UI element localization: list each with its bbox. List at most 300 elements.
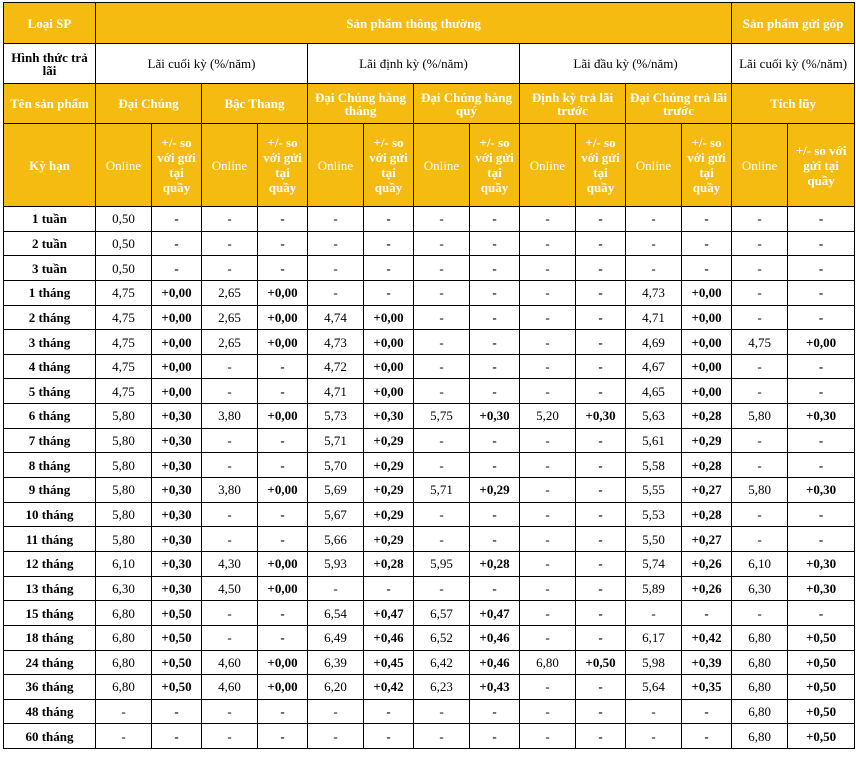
- rate-delta-cell: -: [576, 502, 626, 527]
- rate-delta-cell: +0,29: [364, 478, 414, 503]
- rate-delta-cell: +0,26: [682, 576, 732, 601]
- rate-delta-cell: +0,50: [576, 650, 626, 675]
- rate-online-cell: -: [96, 699, 152, 724]
- rate-delta-cell: -: [576, 207, 626, 232]
- rate-online-cell: -: [626, 699, 682, 724]
- rate-delta-cell: -: [364, 724, 414, 749]
- rate-delta-cell: +0,00: [788, 330, 855, 355]
- rate-delta-cell: -: [576, 354, 626, 379]
- rate-delta-cell: +0,00: [682, 354, 732, 379]
- subheader-online: Online: [96, 124, 152, 207]
- rate-delta-cell: -: [364, 576, 414, 601]
- rate-online-cell: 2,65: [202, 280, 258, 305]
- rate-delta-cell: -: [788, 280, 855, 305]
- rate-delta-cell: +0,28: [364, 551, 414, 576]
- rate-online-cell: 6,80: [96, 625, 152, 650]
- header-san-pham-gui-gop: Sản phẩm gửi góp: [732, 3, 855, 44]
- rate-delta-cell: -: [470, 231, 520, 256]
- header-lai-cuoi-ky: Lãi cuối kỳ (%/năm): [96, 44, 308, 84]
- rate-online-cell: 4,73: [308, 330, 364, 355]
- header-lai-dau-ky: Lãi đầu kỳ (%/năm): [520, 44, 732, 84]
- rate-delta-cell: +0,00: [364, 330, 414, 355]
- rate-online-cell: 4,71: [308, 379, 364, 404]
- table-row: [4, 675, 855, 700]
- rate-online-cell: 6,30: [732, 576, 788, 601]
- rate-delta-cell: +0,00: [682, 379, 732, 404]
- rate-online-cell: 5,69: [308, 478, 364, 503]
- rate-delta-cell: +0,30: [788, 551, 855, 576]
- term-cell: 1 tháng: [4, 280, 96, 305]
- rate-online-cell: 6,80: [96, 650, 152, 675]
- rate-delta-cell: -: [470, 305, 520, 330]
- subheader-online: Online: [626, 124, 682, 207]
- rate-delta-cell: +0,00: [258, 551, 308, 576]
- rate-delta-cell: +0,50: [152, 601, 202, 626]
- rate-online-cell: 6,30: [96, 576, 152, 601]
- rate-delta-cell: -: [576, 625, 626, 650]
- rate-delta-cell: -: [258, 502, 308, 527]
- rate-online-cell: 4,71: [626, 305, 682, 330]
- rate-delta-cell: +0,28: [682, 453, 732, 478]
- rate-delta-cell: -: [258, 207, 308, 232]
- subheader-delta: +/- so với gửi tại quầy: [470, 124, 520, 207]
- subheader-online: Online: [414, 124, 470, 207]
- rate-online-cell: -: [202, 502, 258, 527]
- rate-online-cell: -: [732, 379, 788, 404]
- rate-online-cell: 4,75: [96, 305, 152, 330]
- rate-delta-cell: +0,00: [258, 650, 308, 675]
- rate-delta-cell: -: [364, 699, 414, 724]
- rate-delta-cell: +0,30: [152, 551, 202, 576]
- rate-online-cell: 6,80: [732, 675, 788, 700]
- rate-online-cell: -: [626, 256, 682, 281]
- rate-online-cell: -: [414, 724, 470, 749]
- table-row: [4, 404, 855, 429]
- term-cell: 2 tuần: [4, 231, 96, 256]
- rate-online-cell: 5,20: [520, 404, 576, 429]
- rate-online-cell: 5,70: [308, 453, 364, 478]
- rate-delta-cell: +0,42: [364, 675, 414, 700]
- rate-delta-cell: -: [152, 256, 202, 281]
- rate-online-cell: -: [520, 724, 576, 749]
- rate-delta-cell: +0,50: [788, 699, 855, 724]
- rate-online-cell: -: [202, 724, 258, 749]
- rate-delta-cell: +0,29: [470, 478, 520, 503]
- rate-delta-cell: +0,27: [682, 478, 732, 503]
- rate-online-cell: 5,63: [626, 404, 682, 429]
- rate-delta-cell: +0,30: [788, 576, 855, 601]
- rate-online-cell: 3,80: [202, 404, 258, 429]
- rate-delta-cell: +0,29: [364, 453, 414, 478]
- rate-delta-cell: -: [576, 527, 626, 552]
- rate-online-cell: -: [732, 280, 788, 305]
- rate-delta-cell: +0,28: [470, 551, 520, 576]
- table-row: [4, 207, 855, 232]
- rate-delta-cell: -: [152, 724, 202, 749]
- rate-delta-cell: +0,30: [576, 404, 626, 429]
- rate-online-cell: -: [414, 428, 470, 453]
- table-row: [4, 453, 855, 478]
- rate-delta-cell: -: [470, 280, 520, 305]
- rate-delta-cell: +0,29: [364, 527, 414, 552]
- rate-online-cell: 5,71: [308, 428, 364, 453]
- rate-online-cell: 4,75: [96, 379, 152, 404]
- rate-delta-cell: -: [258, 379, 308, 404]
- header-ky-han: Kỳ hạn: [4, 124, 96, 207]
- table-row: [4, 502, 855, 527]
- rate-online-cell: 4,30: [202, 551, 258, 576]
- term-cell: 6 tháng: [4, 404, 96, 429]
- rate-online-cell: 5,80: [96, 527, 152, 552]
- rate-delta-cell: +0,50: [152, 625, 202, 650]
- rate-delta-cell: -: [258, 724, 308, 749]
- rate-online-cell: -: [308, 256, 364, 281]
- interest-rate-table: [3, 2, 855, 749]
- rate-online-cell: 4,75: [96, 280, 152, 305]
- product-dai-chung: Đại Chúng: [96, 84, 202, 124]
- rate-online-cell: 4,67: [626, 354, 682, 379]
- rate-delta-cell: +0,30: [152, 453, 202, 478]
- subheader-online: Online: [202, 124, 258, 207]
- rate-delta-cell: +0,00: [258, 675, 308, 700]
- rate-online-cell: -: [732, 256, 788, 281]
- rate-online-cell: -: [520, 330, 576, 355]
- term-cell: 36 tháng: [4, 675, 96, 700]
- rate-delta-cell: -: [470, 256, 520, 281]
- rate-online-cell: -: [520, 379, 576, 404]
- rate-delta-cell: +0,50: [152, 650, 202, 675]
- rate-delta-cell: +0,00: [364, 354, 414, 379]
- rate-delta-cell: +0,50: [788, 675, 855, 700]
- rate-online-cell: 3,80: [202, 478, 258, 503]
- rate-online-cell: 5,80: [96, 502, 152, 527]
- rate-delta-cell: +0,29: [364, 502, 414, 527]
- rate-online-cell: 6,80: [96, 675, 152, 700]
- rate-online-cell: -: [414, 502, 470, 527]
- rate-online-cell: 5,66: [308, 527, 364, 552]
- rate-delta-cell: -: [258, 231, 308, 256]
- subheader-delta: +/- so với gửi tại quầy: [258, 124, 308, 207]
- rate-delta-cell: +0,00: [152, 354, 202, 379]
- rate-delta-cell: -: [470, 354, 520, 379]
- rate-delta-cell: -: [364, 256, 414, 281]
- rate-delta-cell: +0,26: [682, 551, 732, 576]
- rate-online-cell: -: [308, 207, 364, 232]
- rate-delta-cell: -: [576, 256, 626, 281]
- product-dinh-ky-tra-lai-truoc: Định kỳ trả lãi trước: [520, 84, 626, 124]
- rate-delta-cell: +0,00: [258, 478, 308, 503]
- term-cell: 3 tuần: [4, 256, 96, 281]
- rate-online-cell: 5,80: [96, 478, 152, 503]
- rate-delta-cell: +0,30: [470, 404, 520, 429]
- rate-delta-cell: -: [258, 354, 308, 379]
- rate-online-cell: 5,80: [96, 404, 152, 429]
- rate-delta-cell: -: [788, 527, 855, 552]
- rate-delta-cell: +0,30: [152, 576, 202, 601]
- header-hinh-thuc-tra-lai: Hình thức trả lãi: [4, 44, 96, 84]
- subheader-delta: +/- so với gửi tại quầy: [576, 124, 626, 207]
- term-cell: 24 tháng: [4, 650, 96, 675]
- table-row: [4, 601, 855, 626]
- rate-delta-cell: +0,00: [682, 330, 732, 355]
- rate-online-cell: -: [520, 699, 576, 724]
- rate-online-cell: 4,72: [308, 354, 364, 379]
- rate-delta-cell: -: [470, 453, 520, 478]
- rate-online-cell: -: [626, 601, 682, 626]
- rate-online-cell: 4,60: [202, 650, 258, 675]
- rate-delta-cell: -: [576, 330, 626, 355]
- term-cell: 18 tháng: [4, 625, 96, 650]
- rate-delta-cell: -: [788, 305, 855, 330]
- rate-delta-cell: -: [470, 724, 520, 749]
- rate-delta-cell: +0,00: [258, 305, 308, 330]
- rate-online-cell: -: [202, 207, 258, 232]
- table-row: [4, 305, 855, 330]
- rate-online-cell: 4,60: [202, 675, 258, 700]
- table-row: [4, 527, 855, 552]
- rate-online-cell: 5,98: [626, 650, 682, 675]
- rate-delta-cell: +0,00: [152, 330, 202, 355]
- rate-online-cell: 5,80: [96, 428, 152, 453]
- table-row: [4, 231, 855, 256]
- rate-online-cell: -: [626, 724, 682, 749]
- rate-delta-cell: -: [788, 601, 855, 626]
- rate-delta-cell: +0,50: [788, 650, 855, 675]
- rate-delta-cell: -: [470, 428, 520, 453]
- rate-delta-cell: +0,00: [258, 576, 308, 601]
- header-ten-san-pham: Tên sản phẩm: [4, 84, 96, 124]
- rate-online-cell: -: [308, 699, 364, 724]
- rate-online-cell: -: [732, 231, 788, 256]
- subheader-delta: +/- so với gửi tại quầy: [788, 124, 855, 207]
- term-cell: 4 tháng: [4, 354, 96, 379]
- rate-delta-cell: +0,00: [258, 404, 308, 429]
- rate-online-cell: 6,10: [96, 551, 152, 576]
- subheader-delta: +/- so với gửi tại quầy: [682, 124, 732, 207]
- term-cell: 9 tháng: [4, 478, 96, 503]
- rate-delta-cell: +0,46: [364, 625, 414, 650]
- rate-delta-cell: -: [470, 576, 520, 601]
- rate-online-cell: -: [414, 305, 470, 330]
- rate-delta-cell: +0,28: [682, 502, 732, 527]
- header-lai-dinh-ky: Lãi định kỳ (%/năm): [308, 44, 520, 84]
- rate-delta-cell: +0,00: [152, 280, 202, 305]
- rate-delta-cell: +0,00: [682, 305, 732, 330]
- rate-delta-cell: +0,27: [682, 527, 732, 552]
- rate-online-cell: -: [414, 207, 470, 232]
- rate-online-cell: -: [520, 551, 576, 576]
- term-cell: 7 tháng: [4, 428, 96, 453]
- rate-delta-cell: -: [470, 527, 520, 552]
- rate-delta-cell: +0,00: [152, 305, 202, 330]
- rate-online-cell: -: [732, 207, 788, 232]
- rate-online-cell: -: [520, 231, 576, 256]
- rate-online-cell: -: [520, 502, 576, 527]
- rate-online-cell: 5,50: [626, 527, 682, 552]
- rate-online-cell: -: [414, 231, 470, 256]
- rate-delta-cell: +0,35: [682, 675, 732, 700]
- subheader-delta: +/- so với gửi tại quầy: [152, 124, 202, 207]
- rate-delta-cell: -: [788, 256, 855, 281]
- term-cell: 8 tháng: [4, 453, 96, 478]
- rate-delta-cell: +0,00: [682, 280, 732, 305]
- rate-delta-cell: -: [364, 207, 414, 232]
- rate-online-cell: -: [732, 527, 788, 552]
- rate-online-cell: 5,89: [626, 576, 682, 601]
- product-dai-chung-tra-lai-truoc: Đại Chúng trả lãi trước: [626, 84, 732, 124]
- rate-online-cell: -: [414, 354, 470, 379]
- term-cell: 48 tháng: [4, 699, 96, 724]
- rate-online-cell: 2,65: [202, 330, 258, 355]
- rate-online-cell: -: [308, 724, 364, 749]
- rate-online-cell: -: [520, 207, 576, 232]
- rate-delta-cell: -: [788, 453, 855, 478]
- subheader-online: Online: [308, 124, 364, 207]
- rate-online-cell: -: [520, 576, 576, 601]
- rate-online-cell: 6,23: [414, 675, 470, 700]
- rate-online-cell: 5,80: [732, 404, 788, 429]
- rate-online-cell: 4,50: [202, 576, 258, 601]
- rate-delta-cell: -: [682, 231, 732, 256]
- rate-online-cell: 6,80: [732, 699, 788, 724]
- rate-online-cell: -: [202, 428, 258, 453]
- rate-delta-cell: +0,30: [152, 428, 202, 453]
- rate-delta-cell: -: [258, 453, 308, 478]
- rate-online-cell: -: [520, 428, 576, 453]
- rate-delta-cell: +0,50: [152, 675, 202, 700]
- rate-delta-cell: +0,29: [682, 428, 732, 453]
- table-row: [4, 428, 855, 453]
- rate-online-cell: 6,10: [732, 551, 788, 576]
- rate-delta-cell: -: [364, 280, 414, 305]
- rate-online-cell: -: [520, 256, 576, 281]
- rate-delta-cell: -: [788, 354, 855, 379]
- term-cell: 15 tháng: [4, 601, 96, 626]
- rate-online-cell: 6,42: [414, 650, 470, 675]
- table-row: [4, 256, 855, 281]
- rate-delta-cell: -: [576, 551, 626, 576]
- rate-online-cell: 0,50: [96, 207, 152, 232]
- rate-online-cell: 5,53: [626, 502, 682, 527]
- rate-delta-cell: -: [788, 207, 855, 232]
- rate-delta-cell: +0,30: [364, 404, 414, 429]
- rate-online-cell: -: [520, 453, 576, 478]
- rate-online-cell: 4,69: [626, 330, 682, 355]
- product-dai-chung-hang-quy: Đại Chúng hàng quý: [414, 84, 520, 124]
- rate-delta-cell: -: [576, 280, 626, 305]
- product-dai-chung-hang-thang: Đại Chúng hàng tháng: [308, 84, 414, 124]
- rate-online-cell: 6,52: [414, 625, 470, 650]
- rate-online-cell: -: [202, 379, 258, 404]
- rate-delta-cell: +0,46: [470, 625, 520, 650]
- rate-online-cell: 5,61: [626, 428, 682, 453]
- rate-online-cell: 5,73: [308, 404, 364, 429]
- product-bac-thang: Bậc Thang: [202, 84, 308, 124]
- rate-online-cell: 5,55: [626, 478, 682, 503]
- rate-delta-cell: -: [258, 699, 308, 724]
- rate-online-cell: 4,73: [626, 280, 682, 305]
- rate-delta-cell: +0,47: [364, 601, 414, 626]
- table-row: [4, 379, 855, 404]
- rate-online-cell: -: [732, 502, 788, 527]
- rate-delta-cell: +0,30: [152, 404, 202, 429]
- rate-online-cell: 5,93: [308, 551, 364, 576]
- rate-online-cell: 5,74: [626, 551, 682, 576]
- subheader-delta: +/- so với gửi tại quầy: [364, 124, 414, 207]
- rate-online-cell: -: [414, 256, 470, 281]
- rate-delta-cell: -: [682, 699, 732, 724]
- rate-online-cell: -: [732, 428, 788, 453]
- term-cell: 3 tháng: [4, 330, 96, 355]
- rate-delta-cell: -: [682, 207, 732, 232]
- rate-online-cell: -: [308, 231, 364, 256]
- rate-delta-cell: +0,00: [258, 330, 308, 355]
- rate-delta-cell: -: [682, 256, 732, 281]
- rate-delta-cell: +0,30: [788, 478, 855, 503]
- table-row: [4, 330, 855, 355]
- rate-delta-cell: -: [576, 576, 626, 601]
- rate-delta-cell: -: [152, 699, 202, 724]
- rate-online-cell: 6,49: [308, 625, 364, 650]
- rate-delta-cell: -: [788, 231, 855, 256]
- rate-online-cell: -: [414, 330, 470, 355]
- rate-online-cell: -: [202, 527, 258, 552]
- rate-delta-cell: -: [152, 207, 202, 232]
- rate-delta-cell: +0,30: [152, 527, 202, 552]
- rate-online-cell: -: [414, 379, 470, 404]
- term-cell: 13 tháng: [4, 576, 96, 601]
- rate-online-cell: -: [202, 601, 258, 626]
- product-tich-luy: Tích lũy: [732, 84, 855, 124]
- rate-online-cell: -: [520, 305, 576, 330]
- rate-online-cell: -: [520, 527, 576, 552]
- rate-rows: [4, 207, 855, 749]
- table-row: [4, 280, 855, 305]
- rate-online-cell: 6,20: [308, 675, 364, 700]
- table-row: [4, 354, 855, 379]
- term-cell: 5 tháng: [4, 379, 96, 404]
- rate-online-cell: -: [520, 354, 576, 379]
- rate-online-cell: 6,57: [414, 601, 470, 626]
- rate-online-cell: 0,50: [96, 256, 152, 281]
- rate-online-cell: 6,80: [96, 601, 152, 626]
- rate-online-cell: 0,50: [96, 231, 152, 256]
- rate-delta-cell: -: [576, 453, 626, 478]
- rate-online-cell: 2,65: [202, 305, 258, 330]
- rate-online-cell: -: [732, 305, 788, 330]
- rate-delta-cell: -: [152, 231, 202, 256]
- rate-online-cell: 5,58: [626, 453, 682, 478]
- rate-delta-cell: +0,50: [788, 625, 855, 650]
- rate-delta-cell: -: [576, 379, 626, 404]
- rate-online-cell: -: [202, 256, 258, 281]
- term-cell: 2 tháng: [4, 305, 96, 330]
- rate-delta-cell: -: [470, 207, 520, 232]
- rate-online-cell: 5,67: [308, 502, 364, 527]
- rate-online-cell: -: [202, 625, 258, 650]
- rate-delta-cell: -: [258, 256, 308, 281]
- rate-online-cell: 4,75: [96, 330, 152, 355]
- rate-online-cell: -: [308, 280, 364, 305]
- rate-online-cell: 6,39: [308, 650, 364, 675]
- term-cell: 10 tháng: [4, 502, 96, 527]
- rate-online-cell: -: [414, 576, 470, 601]
- rate-delta-cell: -: [576, 231, 626, 256]
- rate-delta-cell: +0,50: [788, 724, 855, 749]
- rate-delta-cell: +0,28: [682, 404, 732, 429]
- rate-delta-cell: +0,00: [152, 379, 202, 404]
- rate-delta-cell: -: [788, 379, 855, 404]
